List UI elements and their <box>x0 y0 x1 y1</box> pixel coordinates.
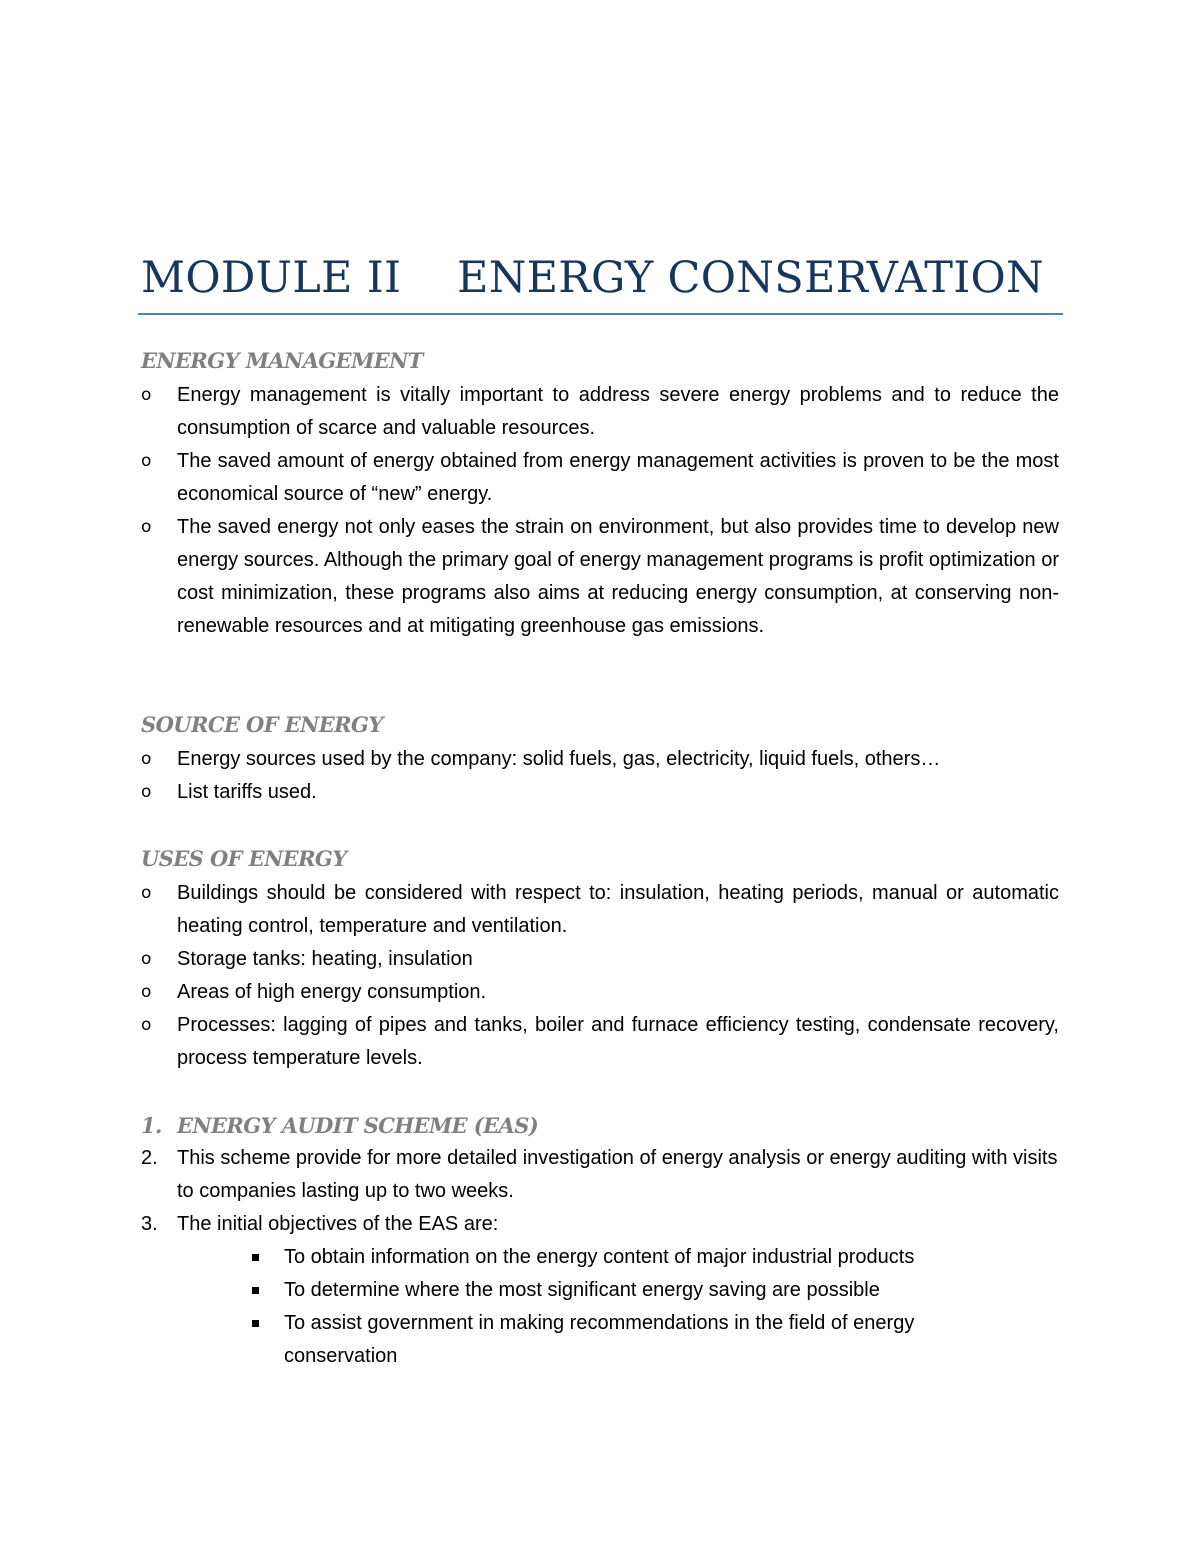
item-number: 3. <box>141 1213 158 1235</box>
hollow-bullet-icon: o <box>141 385 152 405</box>
objective-text: To obtain information on the energy content of major industrial products <box>284 1246 915 1268</box>
list-item-text: List tariffs used. <box>177 781 317 803</box>
list-item-text: Energy sources used by the company: solid fuels, gas, electricity, liquid fuels, others… <box>177 748 941 770</box>
module-subject: ENERGY CONSERVATION <box>457 253 1044 303</box>
page-title <box>141 250 1063 306</box>
objective-text: To assist government in making recommendations in the field of energy conservation <box>284 1312 915 1367</box>
heading-text: ENERGY AUDIT SCHEME (EAS) <box>177 1113 539 1138</box>
objective-item <box>248 1274 1008 1307</box>
heading-uses-of-energy: USES OF ENERGY <box>141 846 347 871</box>
list-item <box>141 743 1059 776</box>
list-uses-of-energy <box>141 877 1059 1075</box>
list-item <box>141 1009 1059 1075</box>
hollow-bullet-icon: o <box>141 749 152 769</box>
square-bullet-icon <box>252 1254 259 1261</box>
hollow-bullet-icon: o <box>141 1015 152 1035</box>
hollow-bullet-icon: o <box>141 982 152 1002</box>
list-item <box>141 976 1059 1009</box>
list-item <box>141 877 1059 943</box>
square-bullet-icon <box>252 1320 259 1327</box>
objective-text: To determine where the most significant energy saving are possible <box>284 1279 880 1301</box>
numbered-list-item <box>141 1208 1059 1241</box>
list-item-text: Energy management is vitally important to address severe energy problems and to reduce the consumption of scarce and valuable resources. <box>177 384 1059 439</box>
list-item-text: This scheme provide for more detailed investigation of energy analysis or energy auditing with visits to companies lasting up to two weeks. <box>177 1147 1058 1202</box>
list-item-text: The saved energy not only eases the strain on environment, but also provides time to develop new energy sources. Although the primary goal of energy management programs is profit optimization or cost minimization, these programs also aims at reducing energy consumption, at conserving non-renewable resources and at mitigating greenhouse gas emissions. <box>177 516 1059 637</box>
list-item <box>141 511 1059 643</box>
item-number: 2. <box>141 1147 158 1169</box>
list-item-text: The initial objectives of the EAS are: <box>177 1213 499 1235</box>
hollow-bullet-icon: o <box>141 451 152 471</box>
list-item <box>141 943 1059 976</box>
list-item-text: Areas of high energy consumption. <box>177 981 487 1003</box>
objective-item <box>248 1241 1008 1274</box>
hollow-bullet-icon: o <box>141 883 152 903</box>
square-bullet-icon <box>252 1287 259 1294</box>
objective-item <box>248 1307 1008 1373</box>
list-source-of-energy <box>141 743 1059 809</box>
hollow-bullet-icon: o <box>141 949 152 969</box>
list-item <box>141 776 1059 809</box>
heading-number: 1. <box>141 1113 162 1138</box>
list-item <box>141 379 1059 445</box>
list-item-text: Processes: lagging of pipes and tanks, boiler and furnace efficiency testing, condensate recovery, process temperature levels. <box>177 1014 1059 1069</box>
list-item-text: The saved amount of energy obtained from energy management activities is proven to be the most economical source of “new” energy. <box>177 450 1059 505</box>
heading-energy-audit-scheme <box>141 1109 1059 1142</box>
module-number: MODULE II <box>141 253 402 303</box>
numbered-list-item <box>141 1142 1059 1208</box>
list-item-text: Buildings should be considered with respect to: insulation, heating periods, manual or automatic heating control, temperature and ventilation. <box>177 882 1059 937</box>
list-energy-audit-scheme <box>141 1142 1059 1241</box>
list-eas-objectives <box>248 1241 1008 1373</box>
heading-source-of-energy: SOURCE OF ENERGY <box>141 712 383 737</box>
title-underline <box>138 313 1063 315</box>
hollow-bullet-icon: o <box>141 517 152 537</box>
hollow-bullet-icon: o <box>141 782 152 802</box>
heading-energy-management: ENERGY MANAGEMENT <box>141 348 423 373</box>
list-energy-management <box>141 379 1059 643</box>
list-item-text: Storage tanks: heating, insulation <box>177 948 473 970</box>
list-item <box>141 445 1059 511</box>
